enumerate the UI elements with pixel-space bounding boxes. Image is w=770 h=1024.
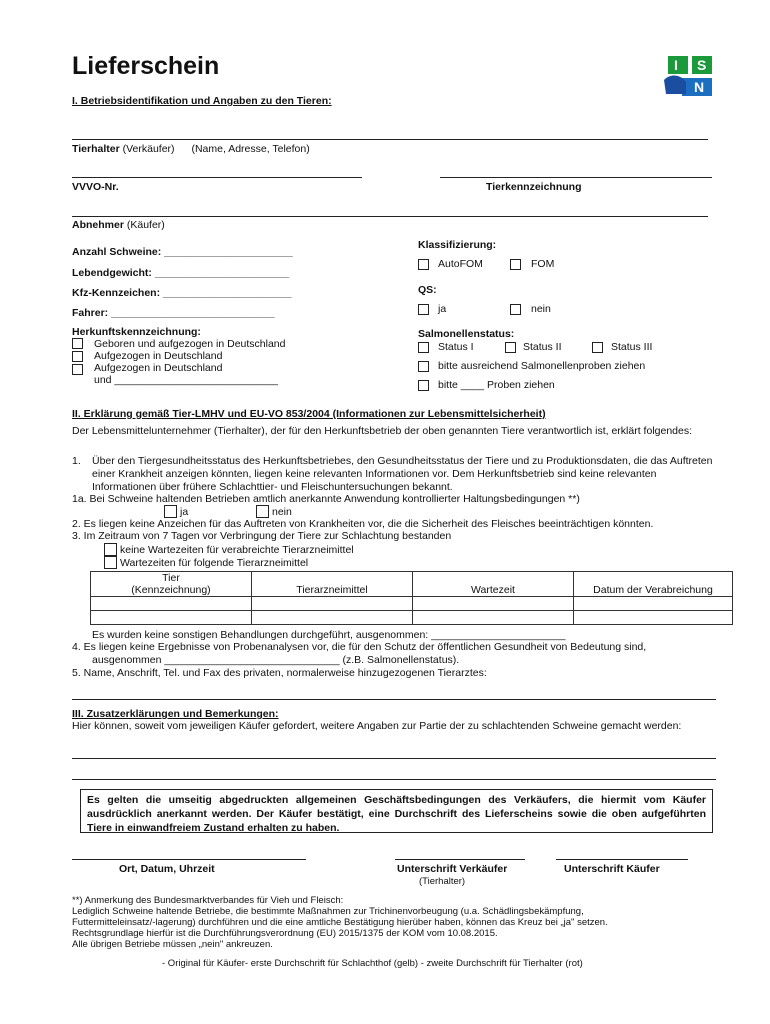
table-header-tier: Tier (Kennzeichnung) [91, 572, 252, 597]
herkunft-checkbox-1[interactable] [72, 338, 83, 349]
p1a-nein-label: nein [272, 506, 292, 518]
bemerkung-line-2[interactable] [72, 779, 716, 780]
vvvo-label: VVVO-Nr. [72, 181, 119, 193]
salm-status3-checkbox[interactable] [592, 342, 603, 353]
table-cell[interactable] [574, 611, 733, 625]
kaeufer-signature-line[interactable] [556, 859, 688, 860]
herkunft-checkbox-3[interactable] [72, 364, 83, 375]
lebendgewicht-field[interactable]: Lebendgewicht: _______________________ [72, 267, 290, 279]
salm-bitte-checkbox[interactable] [418, 380, 429, 391]
section1-heading: I. Betriebsidentifikation und Angaben zu den Tieren: [72, 95, 332, 107]
herkunft-checkbox-2[interactable] [72, 351, 83, 362]
qs-heading: QS: [418, 284, 437, 296]
keine-wartezeit-label: keine Wartezeiten für verabreichte Tierarzneimittel [120, 544, 354, 556]
agb-box: Es gelten die umseitig abgedruckten allgemeinen Geschäftsbedingungen des Verkäufers, die hiermit vom Käufer ausdrücklich anerkannt werden. Der Käufer bestätigt, eine Durchschrift des Lieferscheins sowie die oben aufgeführten Tiere in einwandfreiem Zustand erhalten zu haben. [80, 789, 713, 833]
section3-text: Hier können, soweit vom jeweiligen Käufer gefordert, weitere Angaben zur Partie der zu schlachtenden Schweine gemacht werden: [72, 720, 682, 732]
wartezeit-label: Wartezeiten für folgende Tierarzneimittel [120, 557, 309, 569]
anzahl-field[interactable]: Anzahl Schweine: ______________________ [72, 246, 293, 258]
tierarzt-line[interactable] [72, 699, 716, 700]
p1a-ja-checkbox[interactable] [164, 505, 177, 518]
note-line-1: **) Anmerkung des Bundesmarktverbandes für Vieh und Fleisch: [72, 895, 344, 906]
fom-checkbox[interactable] [510, 259, 521, 270]
salm-heading: Salmonellenstatus: [418, 328, 515, 340]
section3-heading: III. Zusatzerklärungen und Bemerkungen: [72, 708, 279, 720]
tierhalter-hint: (Name, Adresse, Telefon) [191, 143, 310, 155]
salm-status3-label: Status III [611, 341, 653, 353]
p1a-ja-label: ja [180, 506, 189, 518]
verkaeufer-label: Unterschrift Verkäufer [397, 863, 508, 875]
qs-ja-label: ja [438, 303, 447, 315]
point1-text: Über den Tiergesundheitsstatus des Herkunftsbetriebes, den Gesundheitsstatus der Tiere und zu Produktionsdaten, die das Auftreten einer Krankheit anzeigen könnten, liegen keine relevanten Informationen vor. Dem Herkunftsbetrieb sind keine relevanten Informationen über frühere Schlachttier- und Fleischuntersuchungen bekannt. [92, 455, 713, 493]
point2-text: 2. Es liegen keine Anzeichen für das Auftreten von Krankheiten vor, die die Sicherheit des Fleisches beeinträchtigen könnten. [72, 518, 654, 530]
table-cell[interactable] [413, 611, 574, 625]
footer-text: - Original für Käufer- erste Durchschrift für Schlachthof (gelb) - zweite Durchschrift für Tierhalter (rot) [162, 958, 583, 969]
table-row [91, 597, 733, 611]
kfz-field[interactable]: Kfz-Kennzeichen: ______________________ [72, 287, 292, 299]
vvvo-line[interactable] [72, 177, 362, 178]
table-cell[interactable] [413, 597, 574, 611]
p1a-nein-checkbox[interactable] [256, 505, 269, 518]
table-cell[interactable] [252, 611, 413, 625]
table-row [91, 611, 733, 625]
fahrer-field[interactable]: Fahrer: ____________________________ [72, 307, 275, 319]
point1a-text: 1a. Bei Schweine haltenden Betrieben amtlich anerkannte Anwendung kontrollierter Haltungsbedingungen **) [72, 493, 580, 505]
section2-intro: Der Lebensmittelunternehmer (Tierhalter), der für den Herkunftsbetrieb der oben genannten Tiere verantwortlich ist, erklärt folgendes: [72, 425, 693, 437]
salm-proben-label: bitte ausreichend Salmonellenproben ziehen [438, 360, 646, 372]
logo-letter-i: I [674, 57, 678, 73]
tierhalter-line[interactable] [72, 139, 708, 140]
table-header-arzneimittel: Tierarzneimittel [252, 572, 413, 597]
salm-status2-label: Status II [523, 341, 562, 353]
table-cell[interactable] [91, 597, 252, 611]
tierhalter-label: Tierhalter [72, 143, 120, 155]
behandlungen-field[interactable]: Es wurden keine sonstigen Behandlungen durchgeführt, ausgenommen: _______________________ [92, 629, 566, 641]
abnehmer-line[interactable] [72, 216, 708, 217]
abnehmer-label-group [72, 219, 165, 231]
table-header-row [91, 572, 733, 597]
point5-text: 5. Name, Anschrift, Tel. und Fax des privaten, normalerweise hinzugezogenen Tierarztes: [72, 667, 487, 679]
note-line-4: Rechtsgrundlage hierfür ist die Durchführungsverordnung (EU) 2015/1375 der KOM vom 10.08.2015. [72, 928, 498, 939]
table-cell[interactable] [574, 597, 733, 611]
table-header-wartezeit: Wartezeit [413, 572, 574, 597]
klass-heading: Klassifizierung: [418, 239, 497, 251]
herkunft-und-field[interactable]: und ____________________________ [94, 374, 278, 386]
tierkenn-line[interactable] [440, 177, 712, 178]
note-line-5: Alle übrigen Betriebe müssen „nein" ankreuzen. [72, 939, 273, 950]
point4-text: 4. Es liegen keine Ergebnisse von Probenanalysen vor, die für den Schutz der öffentlichen Gesundheit von Bedeutung sind, [72, 641, 647, 653]
salm-status1-label: Status I [438, 341, 474, 353]
tierkenn-label: Tierkennzeichnung [486, 181, 582, 193]
ort-datum-label: Ort, Datum, Uhrzeit [119, 863, 215, 875]
herkunft-heading: Herkunftskennzeichnung: [72, 326, 201, 338]
qs-nein-checkbox[interactable] [510, 304, 521, 315]
salm-proben-checkbox[interactable] [418, 361, 429, 372]
herkunft-option-2: Aufgezogen in Deutschland [94, 350, 223, 362]
verkaeufer-signature-line[interactable] [395, 859, 525, 860]
tierhalter-sub: (Verkäufer) [122, 143, 175, 155]
verkaeufer-sub: (Tierhalter) [419, 876, 466, 887]
point4-ausgenommen-field[interactable]: ausgenommen ______________________________ (z.B. Salmonellenstatus). [92, 654, 460, 666]
point1-number: 1. [72, 455, 81, 467]
salm-status2-checkbox[interactable] [505, 342, 516, 353]
table-cell[interactable] [252, 597, 413, 611]
keine-wartezeit-checkbox[interactable] [104, 543, 117, 556]
tierarzneimittel-table [90, 571, 733, 625]
note-line-3: Futtermitteleinsatz/-lagerung) durchführen und die eine amtliche Bestätigung hierüber haben, können das Kreuz bei „ja" setzen. [72, 917, 608, 928]
autofom-label: AutoFOM [438, 258, 483, 270]
fom-label: FOM [531, 258, 555, 270]
table-cell[interactable] [91, 611, 252, 625]
autofom-checkbox[interactable] [418, 259, 429, 270]
bemerkung-line-1[interactable] [72, 758, 716, 759]
qs-ja-checkbox[interactable] [418, 304, 429, 315]
tierhalter-label-group [72, 143, 310, 155]
logo-letter-s: S [697, 57, 707, 73]
table-header-datum: Datum der Verabreichung [574, 572, 733, 597]
herkunft-option-1: Geboren und aufgezogen in Deutschland [94, 338, 286, 350]
salm-bitte-field[interactable]: bitte ____ Proben ziehen [438, 379, 555, 391]
point3-text: 3. Im Zeitraum von 7 Tagen vor Verbringung der Tiere zur Schlachtung bestanden [72, 530, 452, 542]
note-line-2: Lediglich Schweine haltende Betriebe, die bestimmte Maßnahmen zur Trichinenvorbeugung (u.a. Schädlingsbekämpfung, [72, 906, 584, 917]
herkunft-option-3: Aufgezogen in Deutschland [94, 362, 223, 374]
abnehmer-sub: (Käufer) [126, 219, 165, 231]
section2-heading: II. Erklärung gemäß Tier-LMHV und EU-VO 853/2004 (Informationen zur Lebensmittelsicherheit) [72, 408, 546, 420]
ort-signature-line[interactable] [72, 859, 306, 860]
wartezeit-checkbox[interactable] [104, 556, 117, 569]
isn-logo [662, 54, 716, 98]
salm-status1-checkbox[interactable] [418, 342, 429, 353]
kaeufer-label: Unterschrift Käufer [564, 863, 660, 875]
page-title: Lieferschein [72, 52, 220, 80]
logo-letter-n: N [694, 79, 705, 95]
abnehmer-label: Abnehmer [72, 219, 124, 231]
qs-nein-label: nein [531, 303, 551, 315]
